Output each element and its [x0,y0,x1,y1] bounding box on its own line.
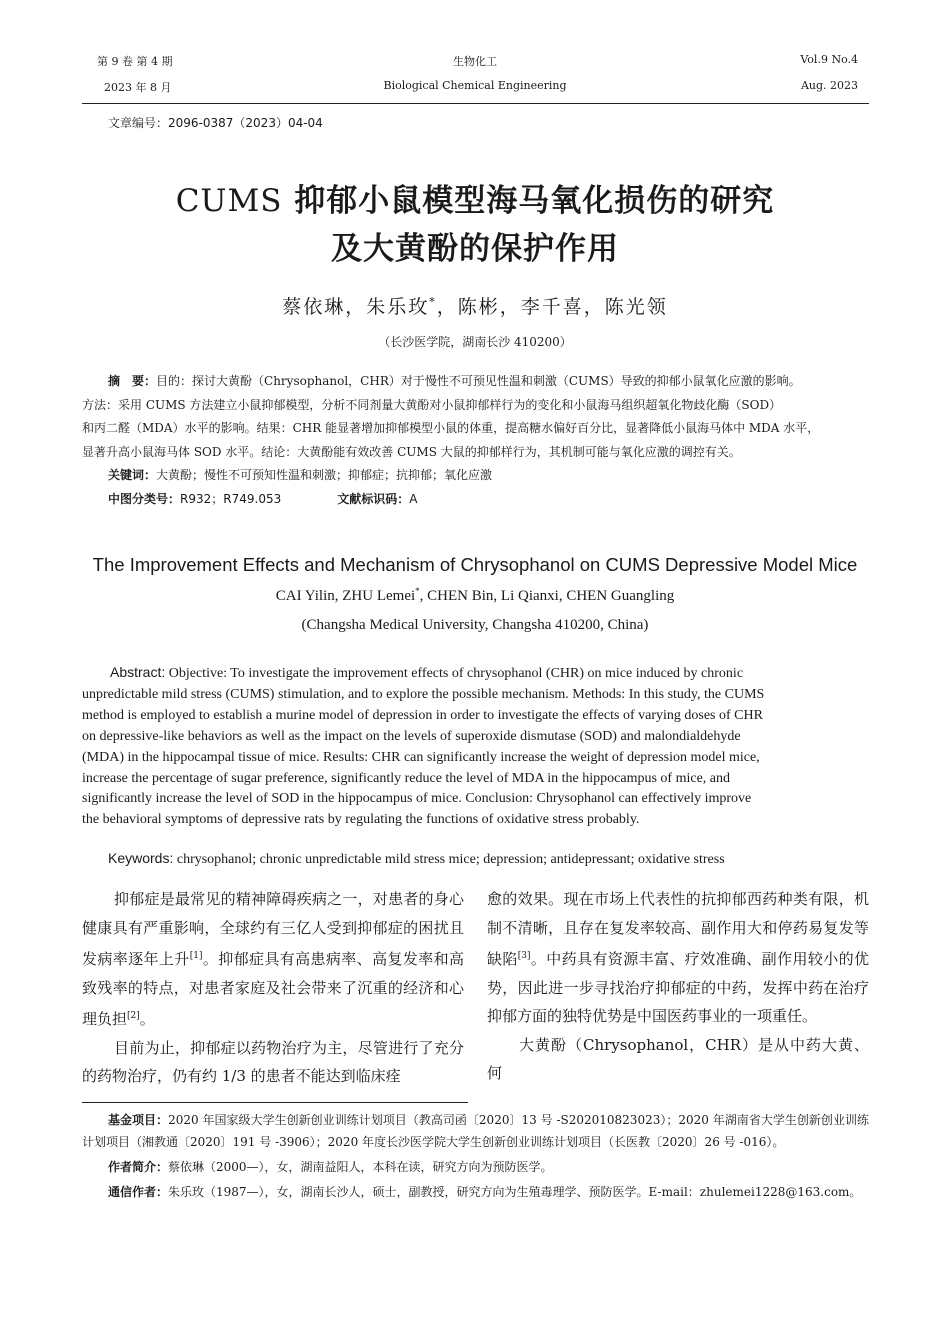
abstract-en-text-1: Objective: To investigate the improvement effects of chrysophanol (CHR) on mice induced by chronic [168,666,744,681]
header-date-en: Aug. 2023 [800,79,858,92]
footnote-fund [82,1109,869,1153]
body-text: 。 [139,1010,155,1028]
citation-ref-1: [1] [189,951,203,961]
abstract-en-line-2: unpredictable mild stress (CUMS) stimulation, and to explore the possible mechanism. Methods: In this study, the CUMS [82,686,765,702]
authors-part-2: ，陈彬，李千喜，陈光领 [436,296,668,318]
fund-label: 基金项目： [108,1113,169,1127]
affiliation-en: (Changsha Medical University, Changsha 410200, China) [301,617,649,633]
article-number: 文章编号：2096-0387（2023）04-04 [108,116,323,130]
classification-label: 中图分类号： [108,491,181,506]
fund-text: 2020 年国家级大学生创新创业训练计划项目（教高司函〔2020〕13 号 -S202010823023）；2020 年湖南省大学生创新创业训练计划项目（湘教通〔2020〕191 号 -3906）；2020 年度长沙医学院大学生创新创业训练计划项目（长医教〔2020〕26 号 -016）。 [82,1113,869,1149]
abstract-en-line-3: method is employed to establish a murine model of depression in order to investigate the effects of varying doses of CHR [82,707,763,723]
body-left-column [82,885,464,1091]
keywords-en-label: Keywords: [108,850,174,866]
document-code-label: 文献标识码： [337,491,410,506]
keywords-cn-value: 大黄酚；慢性不可预知性温和刺激；抑郁症；抗抑郁；氧化应激 [156,468,493,482]
affiliation-cn: （长沙医学院，湖南长沙 410200） [378,335,572,349]
authors-en-part-2: , CHEN Bin, Li Qianxi, CHEN Guangling [419,588,675,604]
body-paragraph-3 [487,885,869,1031]
author-bio-label: 作者简介： [108,1160,169,1174]
body-paragraph-1 [82,885,464,1034]
body-paragraph-4: 大黄酚（Chrysophanol，CHR）是从中药大黄、何 [487,1035,869,1082]
footnote-author [82,1156,869,1178]
author-list [0,292,950,319]
abstract-cn-line-3: 和丙二醛（MDA）水平的影响。结果：CHR 能显著增加抑郁模型小鼠的体重，提高糖水偏好百分比，显著降低小鼠海马体中 MDA 水平， [82,421,820,435]
abstract-en-line-4: on depressive-like behaviors as well as the impact on the levels of superoxide dismutase (SOD) and malondialdehyde [82,728,741,744]
abstract-en-line-5: (MDA) in the hippocampal tissue of mice. Results: CHR can significantly increase the weight of depression model mice, [82,749,760,765]
abstract-en-line-6: increase the percentage of sugar preference, significantly reduce the level of MDA in the hippocampus of mice, and [82,770,731,786]
keywords-cn [82,464,869,488]
corresponding-text: 朱乐玫（1987—），女，湖南长沙人，硕士，副教授，研究方向为生殖毒理学、预防医学。E-mail：zhulemei1228@163.com。 [168,1185,862,1199]
abstract-cn-text-1: 目的：探讨大黄酚（Chrysophanol，CHR）对于慢性不可预见性温和刺激（CUMS）导致的抑郁小鼠氧化应激的影响。 [156,374,801,388]
article-title-line-1 [0,175,950,220]
article-title-line-2: 及大黄酚的保护作用 [331,231,619,267]
title-chinese-part: 抑郁小鼠模型海马氧化损伤的研究 [282,183,775,219]
body-paragraph-2: 目前为止，抑郁症以药物治疗为主，尽管进行了充分的药物治疗，仍有约 1/3 的患者不能达到临床痊 [82,1038,464,1085]
abstract-cn-label: 摘 要： [108,374,157,388]
abstract-cn-line-4: 显著升高小鼠海马体 SOD 水平。结论：大黄酚能有效改善 CUMS 大鼠的抑郁样行为，其机制可能与氧化应激的调控有关。 [82,444,741,459]
body-right-column [487,885,869,1088]
authors-en [0,586,950,605]
authors-en-part-1: CAI Yilin, ZHU Lemei [275,588,416,604]
footnote-rule [82,1102,468,1103]
body-text: 。中药具有资源丰富、疗效准确、副作用较小的优势，因此进一步寻找治疗抑郁症的中药，发挥中药在治疗抑郁方面的独特优势是中国医药事业的一项重任。 [487,950,869,1025]
citation-ref-3: [3] [517,951,531,961]
classification-row [82,488,869,512]
header-volume-issue-en: Vol.9 No.4 [800,53,858,66]
citation-ref-2: [2] [127,1011,140,1021]
abstract-en-line-8: the behavioral symptoms of depressive rats by regulating the functions of oxidative stress probably. [82,812,640,828]
header-volume-issue-cn: 第 9 卷 第 4 期 [97,55,173,68]
header-journal-cn: 生物化工 [453,55,497,68]
footnotes [82,1109,869,1203]
abstract-en-label: Abstract: [110,664,166,680]
authors-part-1: 蔡依琳，朱乐玫 [282,296,430,318]
author-bio-text: 蔡依琳（2000—），女，湖南益阳人，本科在读，研究方向为预防医学。 [168,1160,553,1174]
corresponding-mark-en: * [415,586,420,596]
corresponding-label: 通信作者： [108,1185,169,1199]
body-text: 。抑郁症具有高患病率、高复发率和高致残率的特点，对患者家庭及社会带来了沉重的经济和心理负担 [82,950,464,1028]
abstract-cn [82,370,869,511]
document-code-value: A [409,491,418,506]
footnote-corresponding [82,1181,869,1203]
keywords-en-value: chrysophanol; chronic unpredictable mild stress mice; depression; antidepressant; oxidative stress [176,852,725,867]
body-text: 抑郁症是最常见的精神障碍疾病之一，对患者的身心健康具有严重影响，全球约有三亿人受到抑郁症的困扰且发病率逐年上升 [82,890,464,968]
title-en: The Improvement Effects and Mechanism of Chrysophanol on CUMS Depressive Model Mice [92,554,858,575]
corresponding-mark: * [429,295,437,309]
abstract-en-line-7: significantly increase the level of SOD in the hippocampus of mice. Conclusion: Chrysophanol can effectively improve [82,791,752,807]
abstract-cn-line-2: 方法：采用 CUMS 方法建立小鼠抑郁模型，分析不同剂量大黄酚对小鼠抑郁样行为的变化和小鼠海马组织超氧化物歧化酶（SOD） [82,397,782,412]
title-latin-part: CUMS [175,183,283,219]
classification-value: R932；R749.053 [180,491,282,506]
abstract-en [82,662,869,831]
header-date-cn: 2023 年 8 月 [104,81,172,94]
header-rule [82,103,869,104]
keywords-cn-label: 关键词： [108,468,157,482]
keywords-en [108,850,725,868]
abstract-cn-line-1 [82,370,869,394]
body-text: 愈的效果。现在市场上代表性的抗抑郁西药种类有限，机制不清晰，且存在复发率较高、副作用大和停药易复发等缺陷 [487,890,869,968]
header-journal-en: Biological Chemical Engineering [383,79,567,92]
abstract-en-line-1 [82,662,869,685]
